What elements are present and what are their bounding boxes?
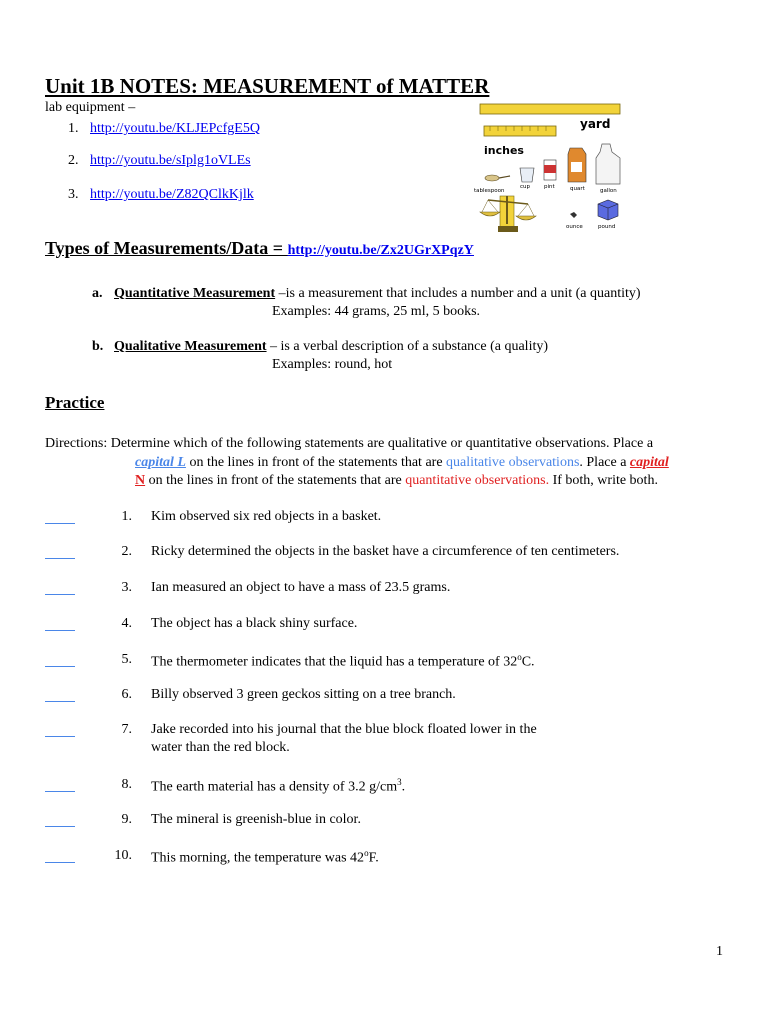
capital-n-text: capital — [629, 455, 669, 470]
video-link[interactable]: http://youtu.be/KLJEPcfgE5Q — [90, 121, 260, 136]
question-text: The object has a black shiny surface. — [151, 616, 358, 631]
definition-term: Quantitative Measurement — [114, 286, 276, 301]
yard-label: yard — [580, 117, 611, 131]
cup-label: cup — [520, 184, 531, 190]
answer-blank[interactable] — [45, 544, 75, 559]
video-item — [68, 153, 251, 169]
question-number: 2. — [121, 544, 132, 559]
question-text — [151, 652, 535, 671]
question-text — [151, 848, 379, 867]
page-number: 1 — [716, 944, 723, 959]
question-text-main: The thermometer indicates that the liquid has a temperature of 32 — [151, 654, 518, 670]
video-number: 3. — [68, 187, 79, 202]
video-item — [68, 187, 254, 203]
question-text-continued: water than the red block. — [151, 740, 290, 755]
question-number: 1. — [121, 509, 132, 524]
directions-text: on the lines in front of the statements that are — [145, 473, 406, 488]
definition-term: Qualitative Measurement — [114, 339, 267, 354]
question-text: Ian measured an object to have a mass of 23.5 grams. — [151, 580, 451, 595]
answer-blank[interactable] — [45, 722, 75, 737]
types-heading-text: Types of Measurements/Data = — [45, 238, 288, 258]
question-text-end: F. — [368, 850, 379, 866]
inches-label: inches — [484, 144, 524, 157]
answer-blank[interactable] — [45, 848, 75, 863]
capital-n-letter: N — [135, 473, 146, 488]
definition-quantitative — [92, 286, 641, 302]
answer-blank[interactable] — [45, 687, 75, 702]
definition-examples: Examples: round, hot — [272, 357, 393, 372]
answer-blank[interactable] — [45, 616, 75, 631]
superscript: o — [517, 652, 522, 662]
directions-line-2 — [135, 455, 669, 471]
question-number: 3. — [121, 580, 132, 595]
definition-label: b. — [92, 339, 104, 354]
question-text: Billy observed 3 green geckos sitting on a tree branch. — [151, 687, 456, 702]
directions-text: . Place a — [579, 455, 630, 470]
tablespoon-label: tablespoon — [474, 188, 505, 194]
question-number: 8. — [121, 777, 132, 792]
directions-line-3 — [135, 473, 658, 489]
question-text-end: C. — [521, 654, 535, 670]
directions-text: If both, write both. — [549, 473, 658, 488]
video-number: 2. — [68, 153, 79, 168]
superscript: 3 — [397, 777, 402, 787]
question-number: 6. — [121, 687, 132, 702]
definition-examples: Examples: 44 grams, 25 ml, 5 books. — [272, 304, 481, 319]
question-text: Jake recorded into his journal that the blue block floated lower in the — [151, 722, 537, 737]
definition-qualitative — [92, 339, 548, 355]
ounce-label: ounce — [566, 224, 583, 230]
question-number: 7. — [121, 722, 132, 737]
answer-blank[interactable] — [45, 777, 75, 792]
measurement-units-illustration — [470, 100, 650, 238]
superscript: o — [364, 848, 369, 858]
question-text: Ricky determined the objects in the basket have a circumference of ten centimeters. — [151, 544, 620, 559]
question-number: 10. — [114, 848, 132, 863]
question-text: Kim observed six red objects in a basket. — [151, 509, 382, 524]
directions-text: on the lines in front of the statements that are — [185, 455, 447, 470]
question-number: 4. — [121, 616, 132, 631]
answer-blank[interactable] — [45, 509, 75, 524]
quantitative-text: quantitative observations. — [405, 473, 550, 488]
question-text-end: . — [401, 779, 406, 795]
gallon-label: gallon — [600, 188, 617, 194]
video-link[interactable]: http://youtu.be/Z82QClkKjlk — [90, 187, 254, 202]
page-title: Unit 1B NOTES: MEASUREMENT of MATTER — [45, 74, 490, 98]
types-video-link[interactable]: http://youtu.be/Zx2UGrXPqzY — [287, 243, 474, 258]
practice-heading: Practice — [45, 393, 105, 412]
answer-blank[interactable] — [45, 580, 75, 595]
video-number: 1. — [68, 121, 79, 136]
question-text-main: The earth material has a density of 3.2 g/cm — [151, 779, 398, 795]
question-number: 9. — [121, 812, 132, 827]
question-text-main: This morning, the temperature was 42 — [151, 850, 365, 866]
video-item — [68, 121, 260, 137]
video-link[interactable]: http://youtu.be/sIplg1oVLEs — [90, 153, 251, 168]
directions-line-1: Directions: Determine which of the following statements are qualitative or quantitative observations. Place a — [45, 436, 654, 451]
question-number: 5. — [121, 652, 132, 667]
definition-label: a. — [92, 286, 103, 301]
answer-blank[interactable] — [45, 812, 75, 827]
definition-text: –is a measurement that includes a number and a unit (a quantity) — [275, 286, 641, 301]
capital-l-text: capital L — [135, 455, 186, 470]
qualitative-text: qualitative observations — [446, 455, 580, 470]
question-text — [151, 777, 405, 796]
pound-label: pound — [598, 224, 616, 230]
lab-equipment-label: lab equipment – — [45, 100, 136, 115]
types-heading — [45, 238, 474, 259]
question-text: The mineral is greenish-blue in color. — [151, 812, 361, 827]
pint-label: pint — [544, 184, 555, 190]
answer-blank[interactable] — [45, 652, 75, 667]
definition-text: – is a verbal description of a substance (a quality) — [266, 339, 549, 354]
quart-label: quart — [570, 186, 585, 192]
